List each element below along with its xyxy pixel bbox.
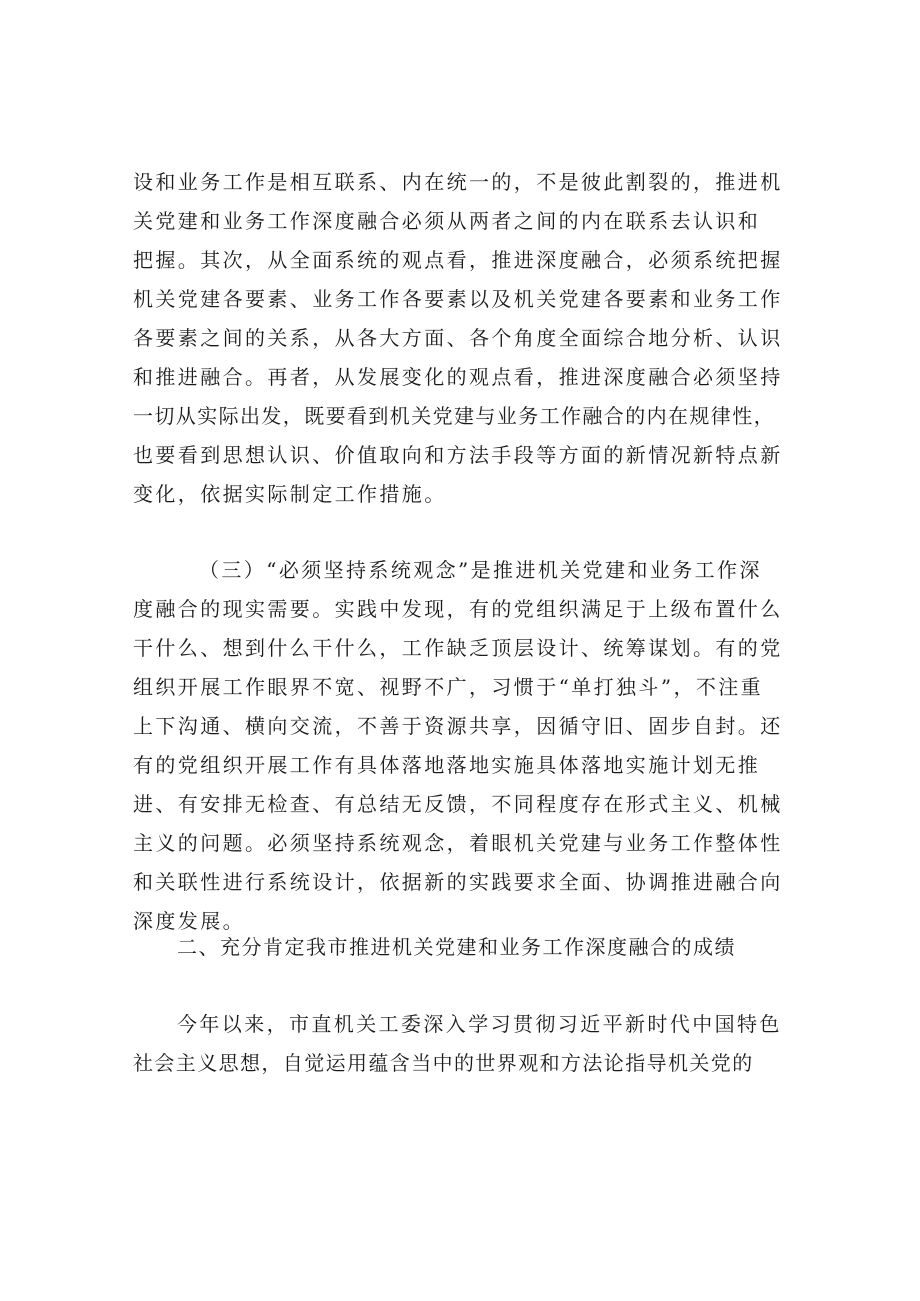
text-line: 社会主义思想，自觉运用蕴含当中的世界观和方法论指导机关党的 bbox=[133, 1051, 754, 1075]
text-line: 今年以来，市直机关工委深入学习贯彻习近平新时代中国特色 bbox=[177, 1012, 782, 1036]
text-line: 各要素之间的关系，从各大方面、各个角度全面综合地分析、认识 bbox=[133, 326, 783, 350]
text-line: 变化，依据实际制定工作措施。 bbox=[133, 482, 447, 506]
section-heading bbox=[133, 928, 797, 967]
text-line: （三）“必须坚持系统观念”是推进机关党建和业务工作深 bbox=[199, 558, 762, 582]
text-line: 机关党建各要素、业务工作各要素以及机关党建各要素和业务工作 bbox=[133, 287, 783, 311]
text-line: 组织开展工作眼界不宽、视野不广，习惯于“单打独斗”，不注重 bbox=[133, 675, 764, 699]
text-line: 一切从实际出发，既要看到机关党建与业务工作融合的内在规律性， bbox=[133, 404, 775, 428]
text-line: 和关联性进行系统设计，依据新的实践要求全面、协调推进融合向 bbox=[133, 870, 783, 894]
text-line: 干什么、想到什么干什么，工作缺乏顶层设计、统筹谋划。有的党 bbox=[133, 636, 783, 660]
text-line: 和推进融合。再者，从发展变化的观点看，推进深度融合必须坚持 bbox=[133, 365, 783, 389]
section-heading-text: 二、充分肯定我市推进机关党建和业务工作深度融合的成绩 bbox=[177, 935, 736, 959]
text-line: 上下沟通、横向交流，不善于资源共享，因循守旧、固步自封。还 bbox=[133, 714, 783, 738]
text-line: 设和业务工作是相互联系、内在统一的，不是彼此割裂的，推进机 bbox=[133, 170, 783, 194]
text-line: 有的党组织开展工作有具体落地落地实施具体落地实施计划无推 bbox=[133, 753, 761, 777]
text-line: 深度发展。 bbox=[133, 909, 245, 933]
paragraph-three bbox=[133, 551, 797, 941]
paragraph-continued bbox=[133, 163, 797, 514]
text-line: 进、有安排无检查、有总结无反馈，不同程度存在形式主义、机械 bbox=[133, 792, 783, 816]
text-line: 关党建和业务工作深度融合必须从两者之间的内在联系去认识和 bbox=[133, 209, 761, 233]
text-line: 主义的问题。必须坚持系统观念，着眼机关党建与业务工作整体性 bbox=[133, 831, 783, 855]
text-line: 也要看到思想认识、价值取向和方法手段等方面的新情况新特点新 bbox=[133, 443, 783, 467]
text-line: 度融合的现实需要。实践中发现，有的党组织满足于上级布置什么 bbox=[133, 597, 783, 621]
text-line: 把握。其次，从全面系统的观点看，推进深度融合，必须系统把握 bbox=[133, 248, 783, 272]
paragraph-four bbox=[133, 1005, 797, 1083]
